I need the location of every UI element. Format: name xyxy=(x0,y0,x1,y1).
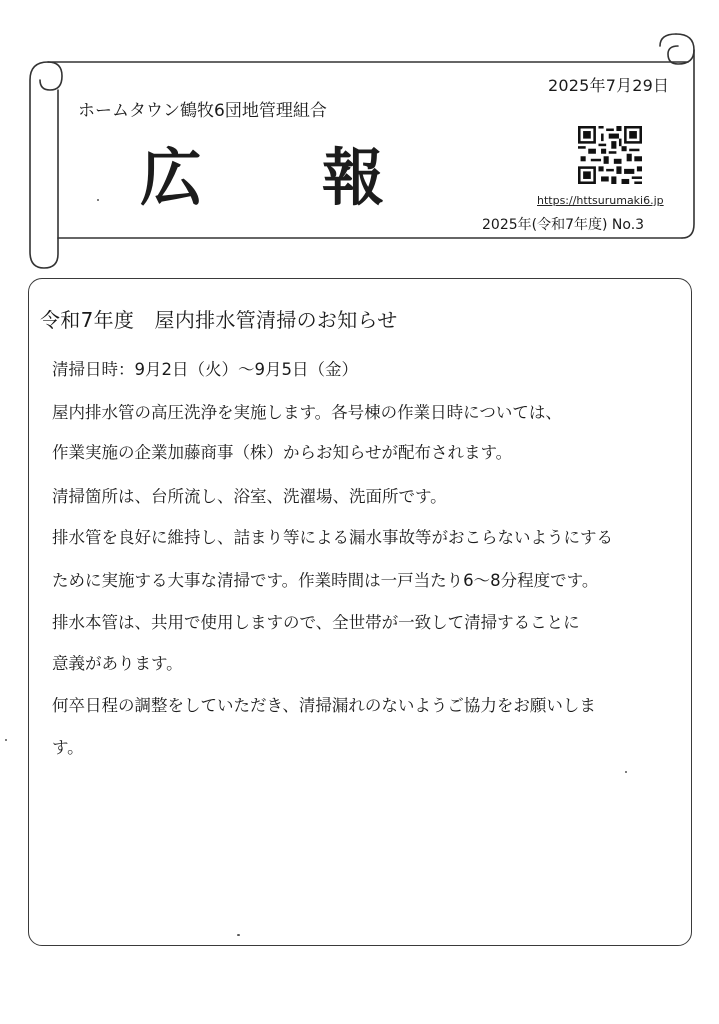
notice-line: 屋内排水管の高圧洗浄を実施します。各号棟の作業日時については、 xyxy=(52,403,562,422)
notice-line: 排水管を良好に維持し、詰まり等による漏水事故等がおこらないようにする xyxy=(52,528,613,547)
notice-line: 意義があります。 xyxy=(52,654,183,673)
title-char-1: 広 xyxy=(140,141,203,214)
issue-number: 2025年(令和7年度) No.3 xyxy=(482,217,645,233)
notice-title: 令和7年度 屋内排水管清掃のお知らせ xyxy=(40,308,398,332)
issue-date: 2025年7月29日 xyxy=(548,76,670,95)
notice-line: 清掃日時：9月2日（火）～9月5日（金） xyxy=(52,360,358,379)
notice-line: 作業実施の企業加藤商事（株）からお知らせが配布されます。 xyxy=(52,443,513,462)
notice-line: 排水本管は、共用で使用しますので、全世帯が一致して清掃することに xyxy=(52,613,580,632)
notice-line: す。 xyxy=(52,738,84,757)
organization-name: ホームタウン鶴牧6団地管理組合 xyxy=(78,101,327,121)
title-char-2: 報 xyxy=(322,141,385,214)
notice-line: 何卒日程の調整をしていただき、清掃漏れのないようご協力をお願いしま xyxy=(52,696,596,715)
scan-speck xyxy=(237,934,240,936)
scan-speck xyxy=(97,199,99,201)
notice-line: ために実施する大事な清掃です。作業時間は一戸当たり6～8分程度です。 xyxy=(52,571,599,590)
qr-code-icon xyxy=(578,126,642,184)
scan-speck xyxy=(625,771,627,773)
website-link[interactable]: https://httsurumaki6.jp xyxy=(537,194,664,207)
scan-speck xyxy=(5,739,7,741)
notice-line: 清掃箇所は、台所流し、浴室、洗濯場、洗面所です。 xyxy=(52,487,447,506)
